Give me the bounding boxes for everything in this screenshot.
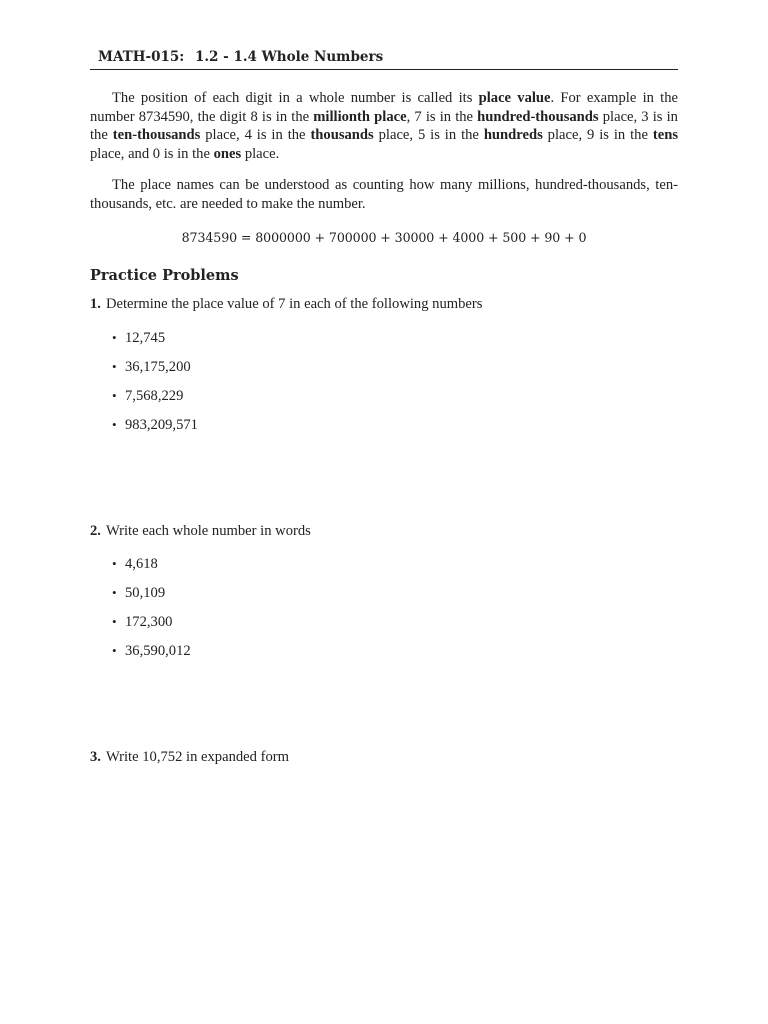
list-item-value: 36,175,200 <box>125 359 191 375</box>
problem-text: Determine the place value of 7 in each of the following numbers <box>105 296 483 312</box>
header-title: 1.2 - 1.4 Whole Numbers <box>194 49 384 65</box>
place-value-paragraph <box>90 89 678 163</box>
place-names-paragraph: The place names can be understood as counting how many millions, hundred-thousands, ten-thousands, etc. are needed to make the number. <box>90 177 678 212</box>
term-millionth-place: millionth place <box>313 108 407 125</box>
term-place-value: place value <box>478 90 551 106</box>
bullet-icon: • <box>112 556 117 571</box>
list-item <box>112 416 198 445</box>
page-header <box>98 49 383 65</box>
course-code: MATH-015: <box>98 49 185 65</box>
bullet-icon: • <box>112 417 117 432</box>
problem-1 <box>90 296 482 313</box>
list-item-value: 7,568,229 <box>125 388 184 404</box>
list-item-value: 4,618 <box>125 556 158 572</box>
problem-text: Write 10,752 in expanded form <box>105 749 289 765</box>
problem-number: 1. <box>90 296 101 312</box>
text-segment: . For example in the number 8734590, the digit 8 is in the <box>90 90 678 125</box>
bullet-icon: • <box>112 359 117 374</box>
bullet-icon: • <box>112 643 117 658</box>
term-tens: tens <box>652 127 678 143</box>
problem-number: 3. <box>90 749 101 765</box>
section-title: Practice Problems <box>90 267 239 284</box>
text-segment: place, and 0 is in the <box>90 145 214 162</box>
problem-number: 2. <box>90 523 101 539</box>
text-segment: place, 4 is in the <box>200 127 311 143</box>
bullet-icon: • <box>112 388 117 403</box>
bullet-icon: • <box>112 330 117 345</box>
bullet-icon: • <box>112 614 117 629</box>
list-item <box>112 642 191 671</box>
text-segment: place, 5 is in the <box>373 127 484 143</box>
list-item-value: 12,745 <box>125 330 166 346</box>
text-segment: place. <box>241 145 280 162</box>
text-segment: , 7 is in the <box>406 108 478 125</box>
bullet-icon: • <box>112 585 117 600</box>
list-item <box>112 387 198 416</box>
problem-2 <box>90 523 311 540</box>
term-thousands: thousands <box>310 127 374 143</box>
problem-1-list <box>112 329 198 445</box>
term-hundred-thousands: hundred-thousands <box>477 108 599 125</box>
expanded-form-equation: 8734590 = 8000000 + 700000 + 30000 + 4000 + 500 + 90 + 0 <box>181 230 587 245</box>
list-item <box>112 358 198 387</box>
header-rule <box>90 69 678 70</box>
list-item-value: 983,209,571 <box>125 417 198 433</box>
problem-text: Write each whole number in words <box>105 523 311 539</box>
term-hundreds: hundreds <box>483 127 543 143</box>
list-item-value: 50,109 <box>125 585 166 601</box>
text-segment: place, 9 is in the <box>542 127 653 143</box>
list-item-value: 36,590,012 <box>125 643 191 659</box>
list-item <box>112 613 191 642</box>
text-segment: The position of each digit in a whole number is called its <box>112 90 479 106</box>
problem-2-list <box>112 555 191 671</box>
list-item <box>112 555 191 584</box>
list-item <box>112 329 198 358</box>
list-item-value: 172,300 <box>125 614 173 630</box>
list-item <box>112 584 191 613</box>
problem-3 <box>90 749 289 766</box>
term-ten-thousands: ten-thousands <box>112 127 201 143</box>
text-segment: place, 3 is in the <box>90 108 678 143</box>
term-ones: ones <box>213 145 242 162</box>
